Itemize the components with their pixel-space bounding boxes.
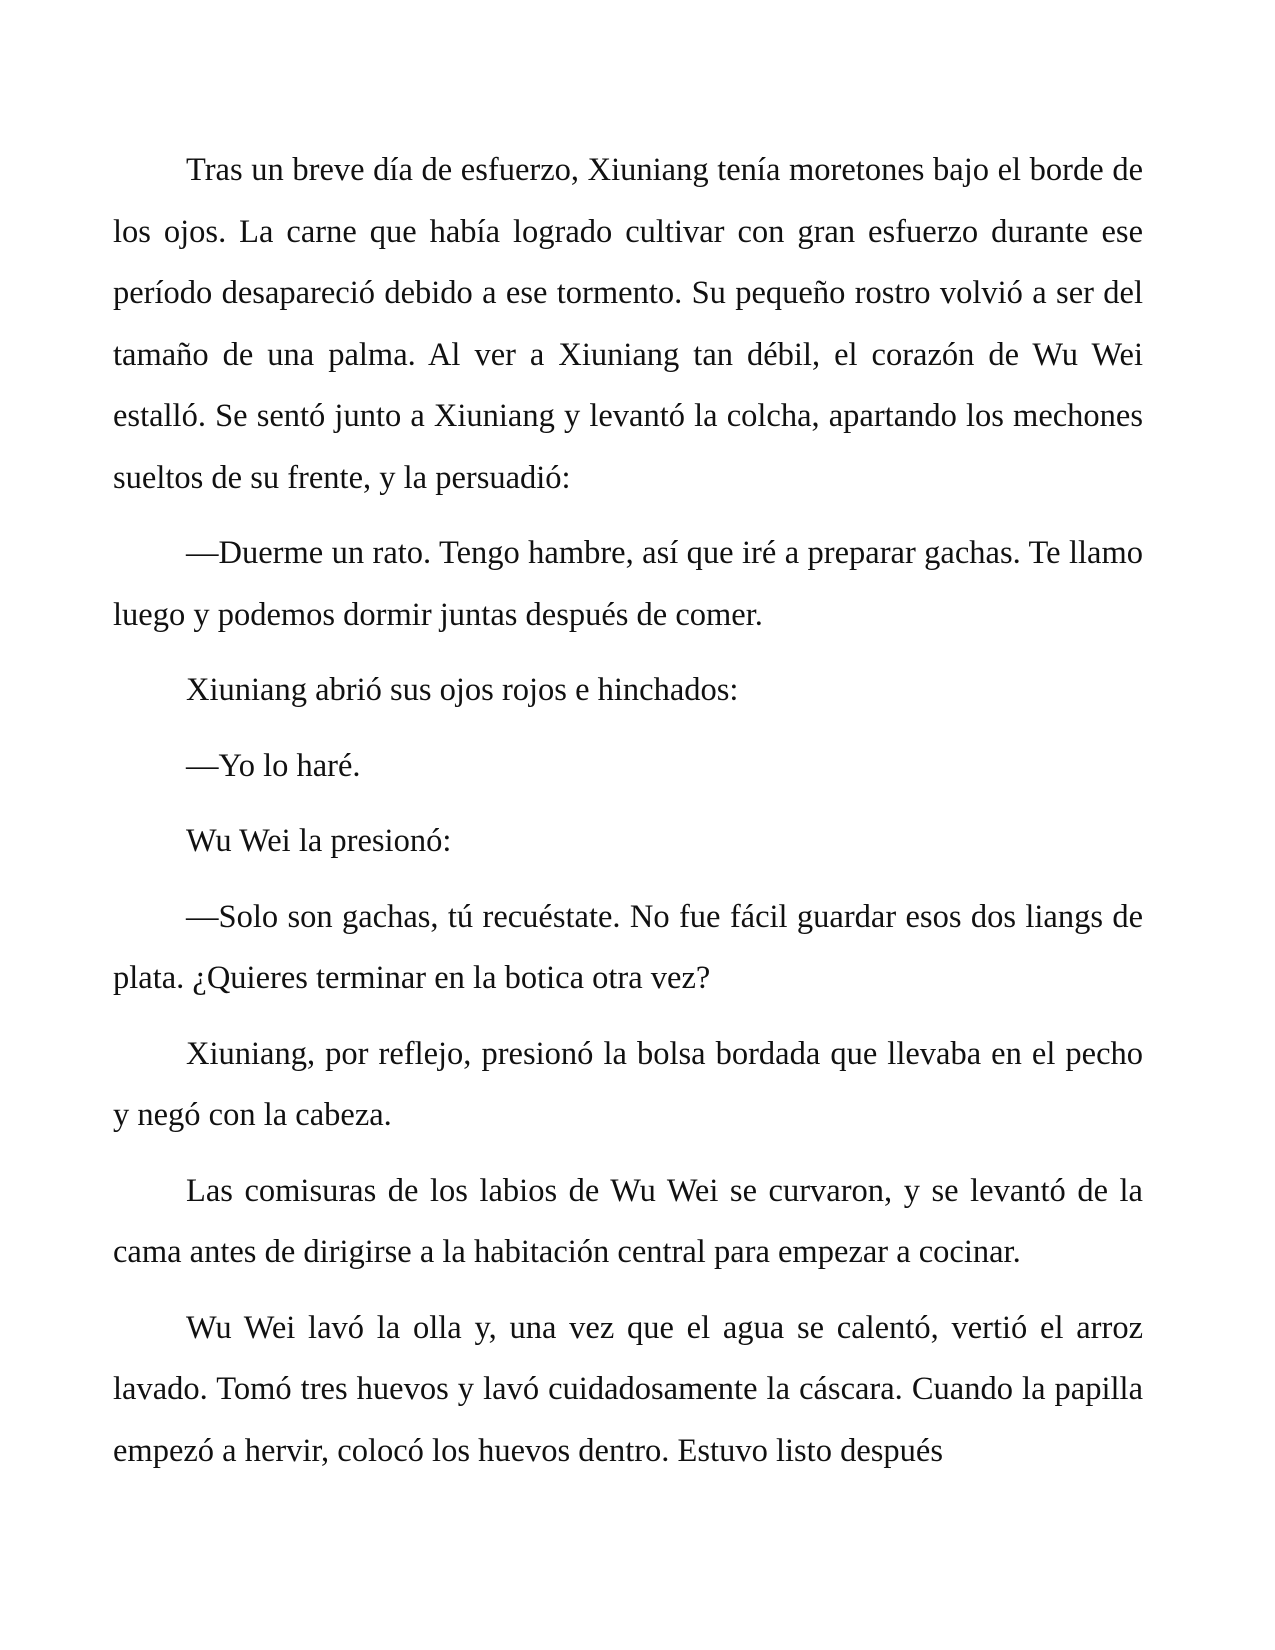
paragraph-7: Xiuniang, por reflejo, presionó la bolsa bordada que llevaba en el pecho y negó con la cabeza. (113, 1035, 1143, 1133)
paragraph-8: Las comisuras de los labios de Wu Wei se curvaron, y se levantó de la cama antes de dirigirse a la habitación central para empezar a cocinar. (113, 1172, 1143, 1270)
paragraph-2: —Duerme un rato. Tengo hambre, así que iré a preparar gachas. Te llamo luego y podemos dormir juntas después de comer. (113, 535, 1143, 633)
paragraph-9: Wu Wei lavó la olla y, una vez que el agua se calentó, vertió el arroz lavado. Tomó tres huevos y lavó cuidadosamente la cáscara. Cuando la papilla empezó a hervir, colocó los huevos dentro. Estuvo listo después (113, 1309, 1143, 1469)
paragraph-4: —Yo lo haré. (186, 747, 361, 784)
paragraph-3: Xiuniang abrió sus ojos rojos e hinchados: (186, 672, 739, 708)
paragraph-6: —Solo son gachas, tú recuéstate. No fue fácil guardar esos dos liangs de plata. ¿Quieres terminar en la botica otra vez? (113, 898, 1143, 996)
paragraph-5: Wu Wei la presionó: (186, 823, 452, 859)
paragraph-1: Tras un breve día de esfuerzo, Xiuniang tenía moretones bajo el borde de los ojos. La carne que había logrado cultivar con gran esfuerzo durante ese período desapareció debido a ese tormento. Su pequeño rostro volvió a ser del tamaño de una palma. Al ver a Xiuniang tan débil, el corazón de Wu Wei estalló. Se sentó junto a Xiuniang y levantó la colcha, apartando los mechones sueltos de su frente, y la persuadió: (113, 152, 1143, 496)
document-page (113, 140, 1143, 1496)
